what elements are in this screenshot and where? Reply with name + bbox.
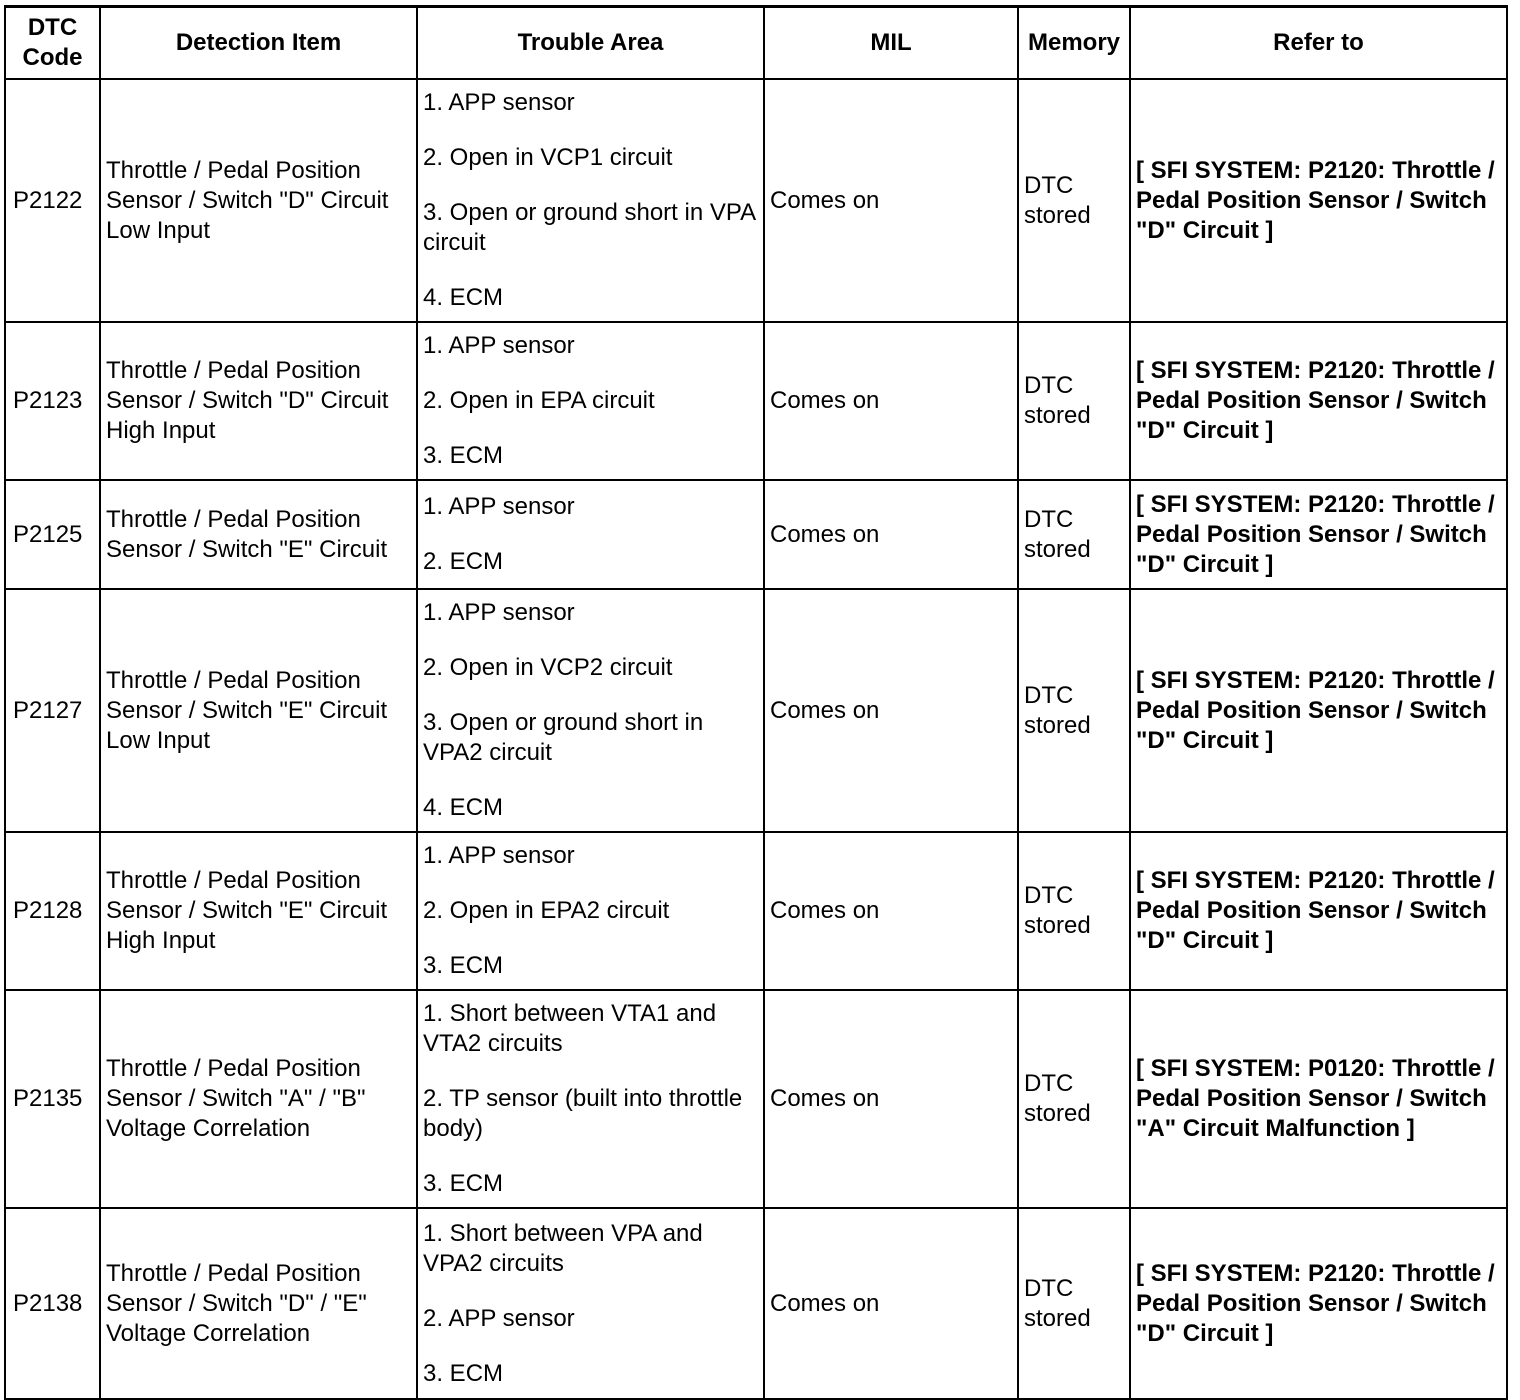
trouble-area-item: 1. APP sensor bbox=[423, 89, 575, 116]
mil-cell: Comes on bbox=[764, 589, 1018, 832]
detection-item-cell: Throttle / Pedal Position Sensor / Switch "D" Circuit Low Input bbox=[100, 79, 417, 322]
dtc-code-cell: P2125 bbox=[5, 480, 100, 589]
detection-item-cell: Throttle / Pedal Position Sensor / Switch "A" / "B" Voltage Correlation bbox=[100, 990, 417, 1208]
memory-cell: DTC stored bbox=[1018, 832, 1130, 990]
detection-item-cell: Throttle / Pedal Position Sensor / Switch "E" Circuit Low Input bbox=[100, 589, 417, 832]
table-row bbox=[5, 832, 1507, 990]
header-dtc-code: DTC Code bbox=[5, 7, 100, 80]
detection-item-cell: Throttle / Pedal Position Sensor / Switch "D" Circuit High Input bbox=[100, 322, 417, 480]
trouble-area-item: 3. Open or ground short in VPA2 circuit bbox=[423, 709, 704, 766]
refer-to-cell: [ SFI SYSTEM: P2120: Throttle / Pedal Position Sensor / Switch "D" Circuit ] bbox=[1130, 832, 1507, 990]
table-row bbox=[5, 589, 1507, 832]
trouble-area-item: 1. APP sensor bbox=[423, 493, 575, 520]
trouble-area-cell bbox=[417, 79, 764, 322]
header-memory: Memory bbox=[1018, 7, 1130, 80]
trouble-area-item: 2. ECM bbox=[423, 548, 504, 575]
trouble-area-cell bbox=[417, 832, 764, 990]
refer-to-cell: [ SFI SYSTEM: P2120: Throttle / Pedal Position Sensor / Switch "D" Circuit ] bbox=[1130, 480, 1507, 589]
trouble-area-item: 1. Short between VPA and VPA2 circuits bbox=[423, 1219, 703, 1277]
dtc-code-cell: P2128 bbox=[5, 832, 100, 990]
table-row bbox=[5, 322, 1507, 480]
detection-item-cell: Throttle / Pedal Position Sensor / Switch "E" Circuit bbox=[100, 480, 417, 589]
memory-cell: DTC stored bbox=[1018, 480, 1130, 589]
dtc-code-cell: P2127 bbox=[5, 589, 100, 832]
trouble-area-cell bbox=[417, 589, 764, 832]
header-detection-item: Detection Item bbox=[100, 7, 417, 80]
refer-to-cell: [ SFI SYSTEM: P0120: Throttle / Pedal Position Sensor / Switch "A" Circuit Malfunction ] bbox=[1130, 990, 1507, 1208]
mil-cell: Comes on bbox=[764, 990, 1018, 1208]
memory-cell: DTC stored bbox=[1018, 79, 1130, 322]
mil-cell: Comes on bbox=[764, 79, 1018, 322]
trouble-area-item: 1. Short between VTA1 and VTA2 circuits bbox=[423, 1000, 717, 1057]
memory-cell: DTC stored bbox=[1018, 1208, 1130, 1399]
trouble-area-item: 1. APP sensor bbox=[423, 332, 575, 359]
refer-to-cell: [ SFI SYSTEM: P2120: Throttle / Pedal Position Sensor / Switch "D" Circuit ] bbox=[1130, 1208, 1507, 1399]
memory-cell: DTC stored bbox=[1018, 322, 1130, 480]
table-row bbox=[5, 79, 1507, 322]
table-header-row bbox=[5, 7, 1507, 80]
memory-cell: DTC stored bbox=[1018, 990, 1130, 1208]
table-row bbox=[5, 480, 1507, 589]
trouble-area-item: 2. TP sensor (built into throttle body) bbox=[423, 1085, 743, 1142]
table-row bbox=[5, 1208, 1507, 1399]
mil-cell: Comes on bbox=[764, 832, 1018, 990]
dtc-code-cell: P2122 bbox=[5, 79, 100, 322]
mil-cell: Comes on bbox=[764, 322, 1018, 480]
refer-to-cell: [ SFI SYSTEM: P2120: Throttle / Pedal Position Sensor / Switch "D" Circuit ] bbox=[1130, 322, 1507, 480]
header-mil: MIL bbox=[764, 7, 1018, 80]
dtc-code-cell: P2123 bbox=[5, 322, 100, 480]
trouble-area-item: 2. Open in VCP1 circuit bbox=[423, 144, 673, 171]
trouble-area-item: 3. ECM bbox=[423, 1170, 504, 1197]
trouble-area-item: 1. APP sensor bbox=[423, 599, 575, 626]
trouble-area-item: 3. Open or ground short in VPA circuit bbox=[423, 199, 755, 256]
trouble-area-cell bbox=[417, 990, 764, 1208]
trouble-area-item: 3. ECM bbox=[423, 1359, 504, 1387]
trouble-area-item: 2. Open in EPA2 circuit bbox=[423, 897, 670, 924]
trouble-area-item: 2. Open in EPA circuit bbox=[423, 387, 655, 414]
trouble-area-item: 2. APP sensor bbox=[423, 1304, 575, 1332]
header-refer-to: Refer to bbox=[1130, 7, 1507, 80]
dtc-table bbox=[4, 5, 1508, 1400]
memory-cell: DTC stored bbox=[1018, 589, 1130, 832]
refer-to-cell: [ SFI SYSTEM: P2120: Throttle / Pedal Position Sensor / Switch "D" Circuit ] bbox=[1130, 79, 1507, 322]
trouble-area-item: 2. Open in VCP2 circuit bbox=[423, 654, 673, 681]
header-trouble-area: Trouble Area bbox=[417, 7, 764, 80]
trouble-area-item: 1. APP sensor bbox=[423, 842, 575, 869]
refer-to-cell: [ SFI SYSTEM: P2120: Throttle / Pedal Position Sensor / Switch "D" Circuit ] bbox=[1130, 589, 1507, 832]
trouble-area-item: 4. ECM bbox=[423, 794, 504, 821]
trouble-area-item: 3. ECM bbox=[423, 442, 504, 469]
dtc-code-cell: P2135 bbox=[5, 990, 100, 1208]
dtc-code-cell: P2138 bbox=[5, 1208, 100, 1399]
mil-cell: Comes on bbox=[764, 480, 1018, 589]
trouble-area-item: 4. ECM bbox=[423, 284, 504, 311]
mil-cell: Comes on bbox=[764, 1208, 1018, 1399]
trouble-area-item: 3. ECM bbox=[423, 952, 504, 979]
detection-item-cell: Throttle / Pedal Position Sensor / Switch "E" Circuit High Input bbox=[100, 832, 417, 990]
trouble-area-cell bbox=[417, 1208, 764, 1399]
table-row bbox=[5, 990, 1507, 1208]
trouble-area-cell bbox=[417, 322, 764, 480]
trouble-area-cell bbox=[417, 480, 764, 589]
detection-item-cell: Throttle / Pedal Position Sensor / Switch "D" / "E" Voltage Correlation bbox=[100, 1208, 417, 1399]
